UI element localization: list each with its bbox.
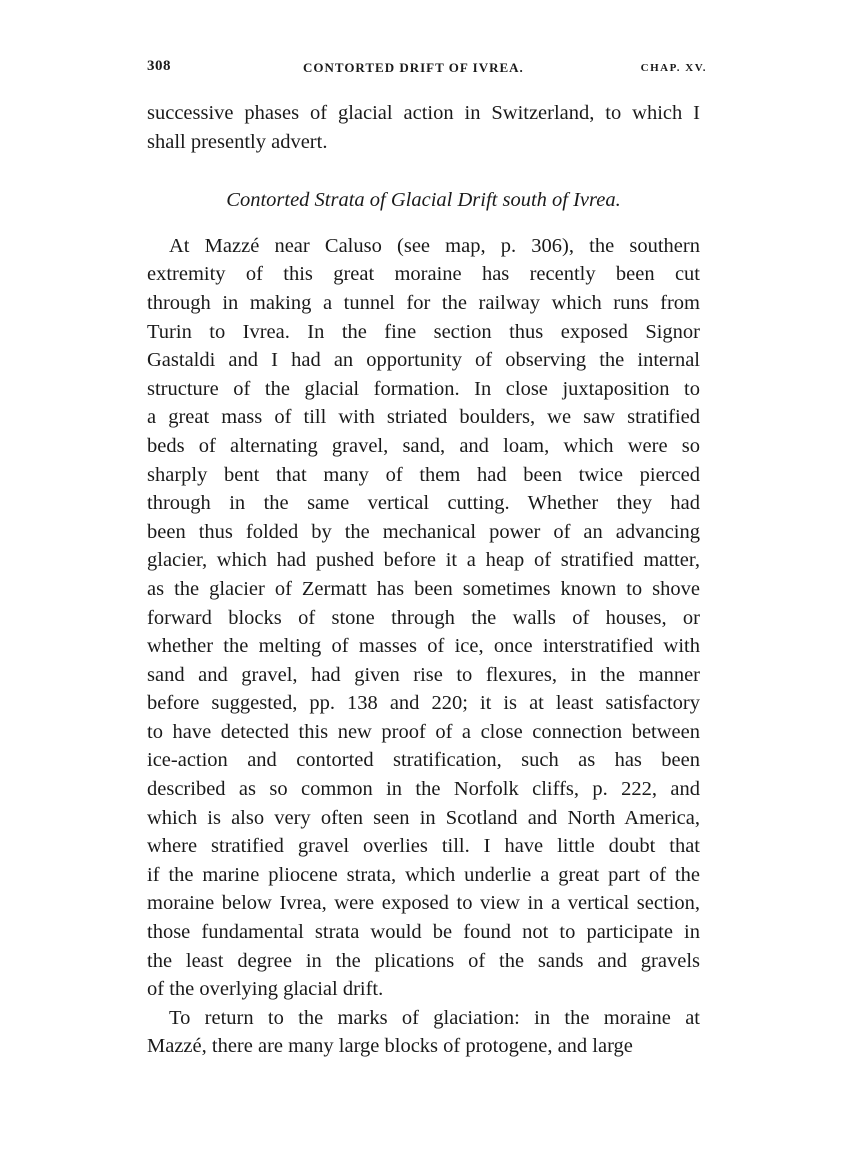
text-line: ice-action and contorted stratification, such as has been bbox=[147, 749, 700, 772]
text-line: Mazzé, there are many large blocks of protogene, and large bbox=[147, 1035, 633, 1058]
text-line: successive phases of glacial action in Switzerland, to which I bbox=[147, 102, 700, 124]
text-line: through in the same vertical cutting. Whether they had bbox=[147, 492, 700, 515]
text-line: beds of alternating gravel, sand, and loam, which were so bbox=[147, 434, 700, 457]
text-line: described as so common in the Norfolk cliffs, p. 222, and bbox=[147, 778, 700, 801]
paragraph-2 bbox=[147, 1004, 700, 1061]
text-line: To return to the marks of glaciation: in the moraine at bbox=[169, 1006, 700, 1029]
text-line: sharply bent that many of them had been twice pierced bbox=[147, 463, 700, 486]
text-line: sand and gravel, had given rise to flexures, in the manner bbox=[147, 663, 700, 686]
text-line: been thus folded by the mechanical power of an advancing bbox=[147, 520, 700, 543]
text-line: a great mass of till with striated boulders, we saw stratified bbox=[147, 406, 700, 429]
text-line: extremity of this great moraine has recently been cut bbox=[147, 263, 700, 286]
text-line: through in making a tunnel for the railway which runs from bbox=[147, 291, 700, 314]
lead-paragraph bbox=[147, 99, 700, 156]
text-line: forward blocks of stone through the walls of houses, or bbox=[147, 606, 700, 629]
text-line: At Mazzé near Caluso (see map, p. 306), the southern bbox=[169, 234, 700, 257]
running-title: CONTORTED DRIFT OF IVREA. bbox=[303, 60, 524, 75]
section-heading: Contorted Strata of Glacial Drift south of Ivrea. bbox=[226, 189, 621, 212]
text-line: moraine below Ivrea, were exposed to view in a vertical section, bbox=[147, 892, 700, 915]
text-line: before suggested, pp. 138 and 220; it is at least satisfactory bbox=[147, 692, 700, 715]
paragraph-1 bbox=[147, 232, 700, 1004]
text-line: those fundamental strata would be found not to participate in bbox=[147, 921, 700, 944]
page-number: 308 bbox=[147, 58, 171, 74]
text-line: as the glacier of Zermatt has been sometimes known to shove bbox=[147, 577, 700, 600]
text-line: where stratified gravel overlies till. I have little doubt that bbox=[147, 835, 700, 858]
text-line: the least degree in the plications of the sands and gravels bbox=[147, 949, 700, 972]
body-text bbox=[147, 99, 700, 1061]
text-line: if the marine pliocene strata, which underlie a great part of the bbox=[147, 863, 700, 886]
text-line: shall presently advert. bbox=[147, 130, 328, 153]
text-line: structure of the glacial formation. In close juxtaposition to bbox=[147, 377, 700, 400]
text-line: which is also very often seen in Scotland and North America, bbox=[147, 806, 700, 829]
text-line: glacier, which had pushed before it a heap of stratified matter, bbox=[147, 549, 700, 572]
chapter-label: CHAP. XV. bbox=[640, 62, 707, 74]
text-line: Gastaldi and I had an opportunity of observing the internal bbox=[147, 349, 700, 372]
text-line: Turin to Ivrea. In the fine section thus exposed Signor bbox=[147, 320, 700, 343]
text-line: of the overlying glacial drift. bbox=[147, 978, 384, 1001]
text-line: whether the melting of masses of ice, once interstratified with bbox=[147, 635, 700, 658]
running-header bbox=[147, 58, 707, 82]
text-line: to have detected this new proof of a close connection between bbox=[147, 720, 700, 743]
